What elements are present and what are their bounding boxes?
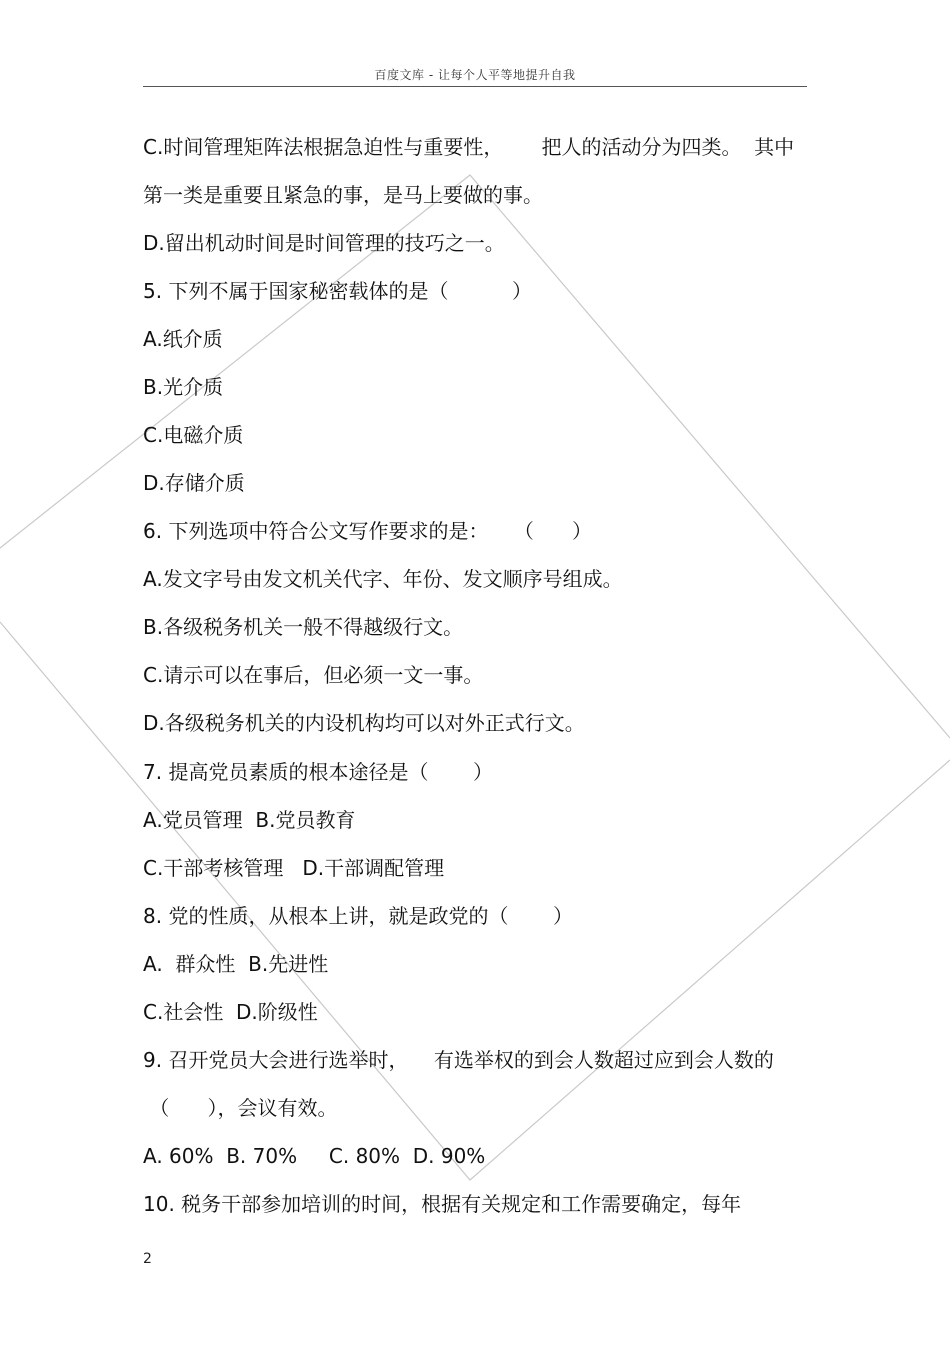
option-line: C.电磁介质 <box>143 423 244 447</box>
question-5: 5. 下列不属于国家秘密载体的是（ ） <box>143 279 533 303</box>
page-header: 百度文库 - 让每个人平等地提升自我 <box>374 68 576 82</box>
option-line: A. 群众性 B.先进性 <box>143 952 329 976</box>
text-line: C.时间管理矩阵法根据急迫性与重要性， 把人的活动分为四类。 其中 <box>143 135 795 159</box>
text-line: （ ），会议有效。 <box>143 1096 338 1120</box>
question-7: 7. 提高党员素质的根本途径是（ ） <box>143 760 493 784</box>
option-line: D.各级税务机关的内设机构均可以对外正式行文。 <box>143 711 585 735</box>
option-line: B.光介质 <box>143 375 224 399</box>
option-line: A.纸介质 <box>143 327 223 351</box>
option-line: A. 60% B. 70% C. 80% D. 90% <box>143 1144 486 1168</box>
text-line: 第一类是重要且紧急的事，是马上要做的事。 <box>143 183 543 207</box>
question-6: 6. 下列选项中符合公文写作要求的是： （ ） <box>143 519 593 543</box>
option-line: C.请示可以在事后，但必须一文一事。 <box>143 663 484 687</box>
option-line: D.存储介质 <box>143 471 245 495</box>
page-number: 2 <box>143 1251 152 1267</box>
option-line: A.党员管理 B.党员教育 <box>143 808 356 832</box>
option-line: B.各级税务机关一般不得越级行文。 <box>143 615 464 639</box>
option-line: C.社会性 D.阶级性 <box>143 1000 318 1024</box>
question-10: 10. 税务干部参加培训的时间，根据有关规定和工作需要确定，每年 <box>143 1192 742 1216</box>
option-line: C.干部考核管理 D.干部调配管理 <box>143 856 445 880</box>
text-line: D.留出机动时间是时间管理的技巧之一。 <box>143 231 505 255</box>
question-9: 9. 召开党员大会进行选举时， 有选举权的到会人数超过应到会人数的 <box>143 1048 774 1072</box>
question-8: 8. 党的性质，从根本上讲，就是政党的（ ） <box>143 904 573 928</box>
option-line: A.发文字号由发文机关代字、年份、发文顺序号组成。 <box>143 567 623 591</box>
header-divider <box>143 86 807 87</box>
